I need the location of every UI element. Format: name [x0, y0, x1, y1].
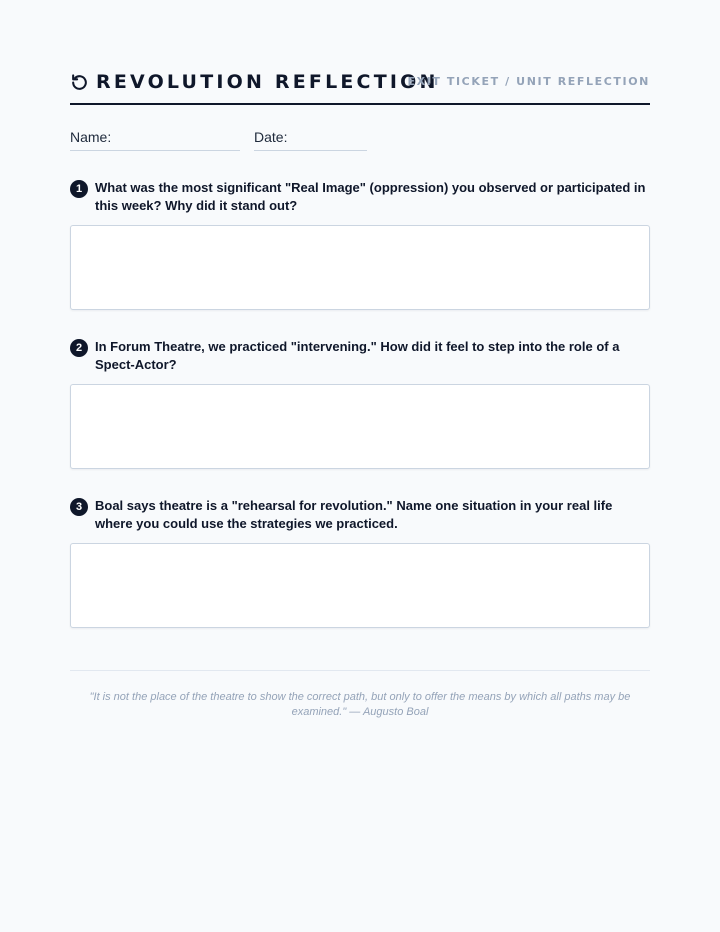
page-title: REVOLUTION REFLECTION [96, 71, 439, 93]
question-text: What was the most significant "Real Image" (oppression) you observed or participated in this week? Why did it stand out? [95, 180, 646, 213]
date-label: Date: [254, 129, 288, 145]
answer-box-3[interactable] [70, 543, 650, 628]
date-field[interactable] [254, 150, 367, 151]
footer-divider [70, 670, 650, 671]
answer-box-2[interactable] [70, 384, 650, 469]
answer-box-1[interactable] [70, 225, 650, 310]
page-subtitle: EXIT TICKET / UNIT REFLECTION [407, 75, 650, 88]
question-number-badge: 3 [70, 498, 88, 516]
title-group [70, 70, 439, 94]
header [70, 70, 650, 105]
question-number-badge: 2 [70, 339, 88, 357]
question-number-badge: 1 [70, 180, 88, 198]
question-text: Boal says theatre is a "rehearsal for revolution." Name one situation in your real life where you could use the strategies we practiced. [95, 498, 613, 531]
rotate-ccw-icon [70, 73, 89, 92]
name-label: Name: [70, 129, 112, 145]
question-text: In Forum Theatre, we practiced "intervening." How did it feel to step into the role of a Spect-Actor? [95, 339, 620, 372]
name-field[interactable] [70, 150, 240, 151]
footer-quote: "It is not the place of the theatre to show the correct path, but only to offer the means by which all paths may be examined." — Augusto Boal [89, 691, 631, 718]
